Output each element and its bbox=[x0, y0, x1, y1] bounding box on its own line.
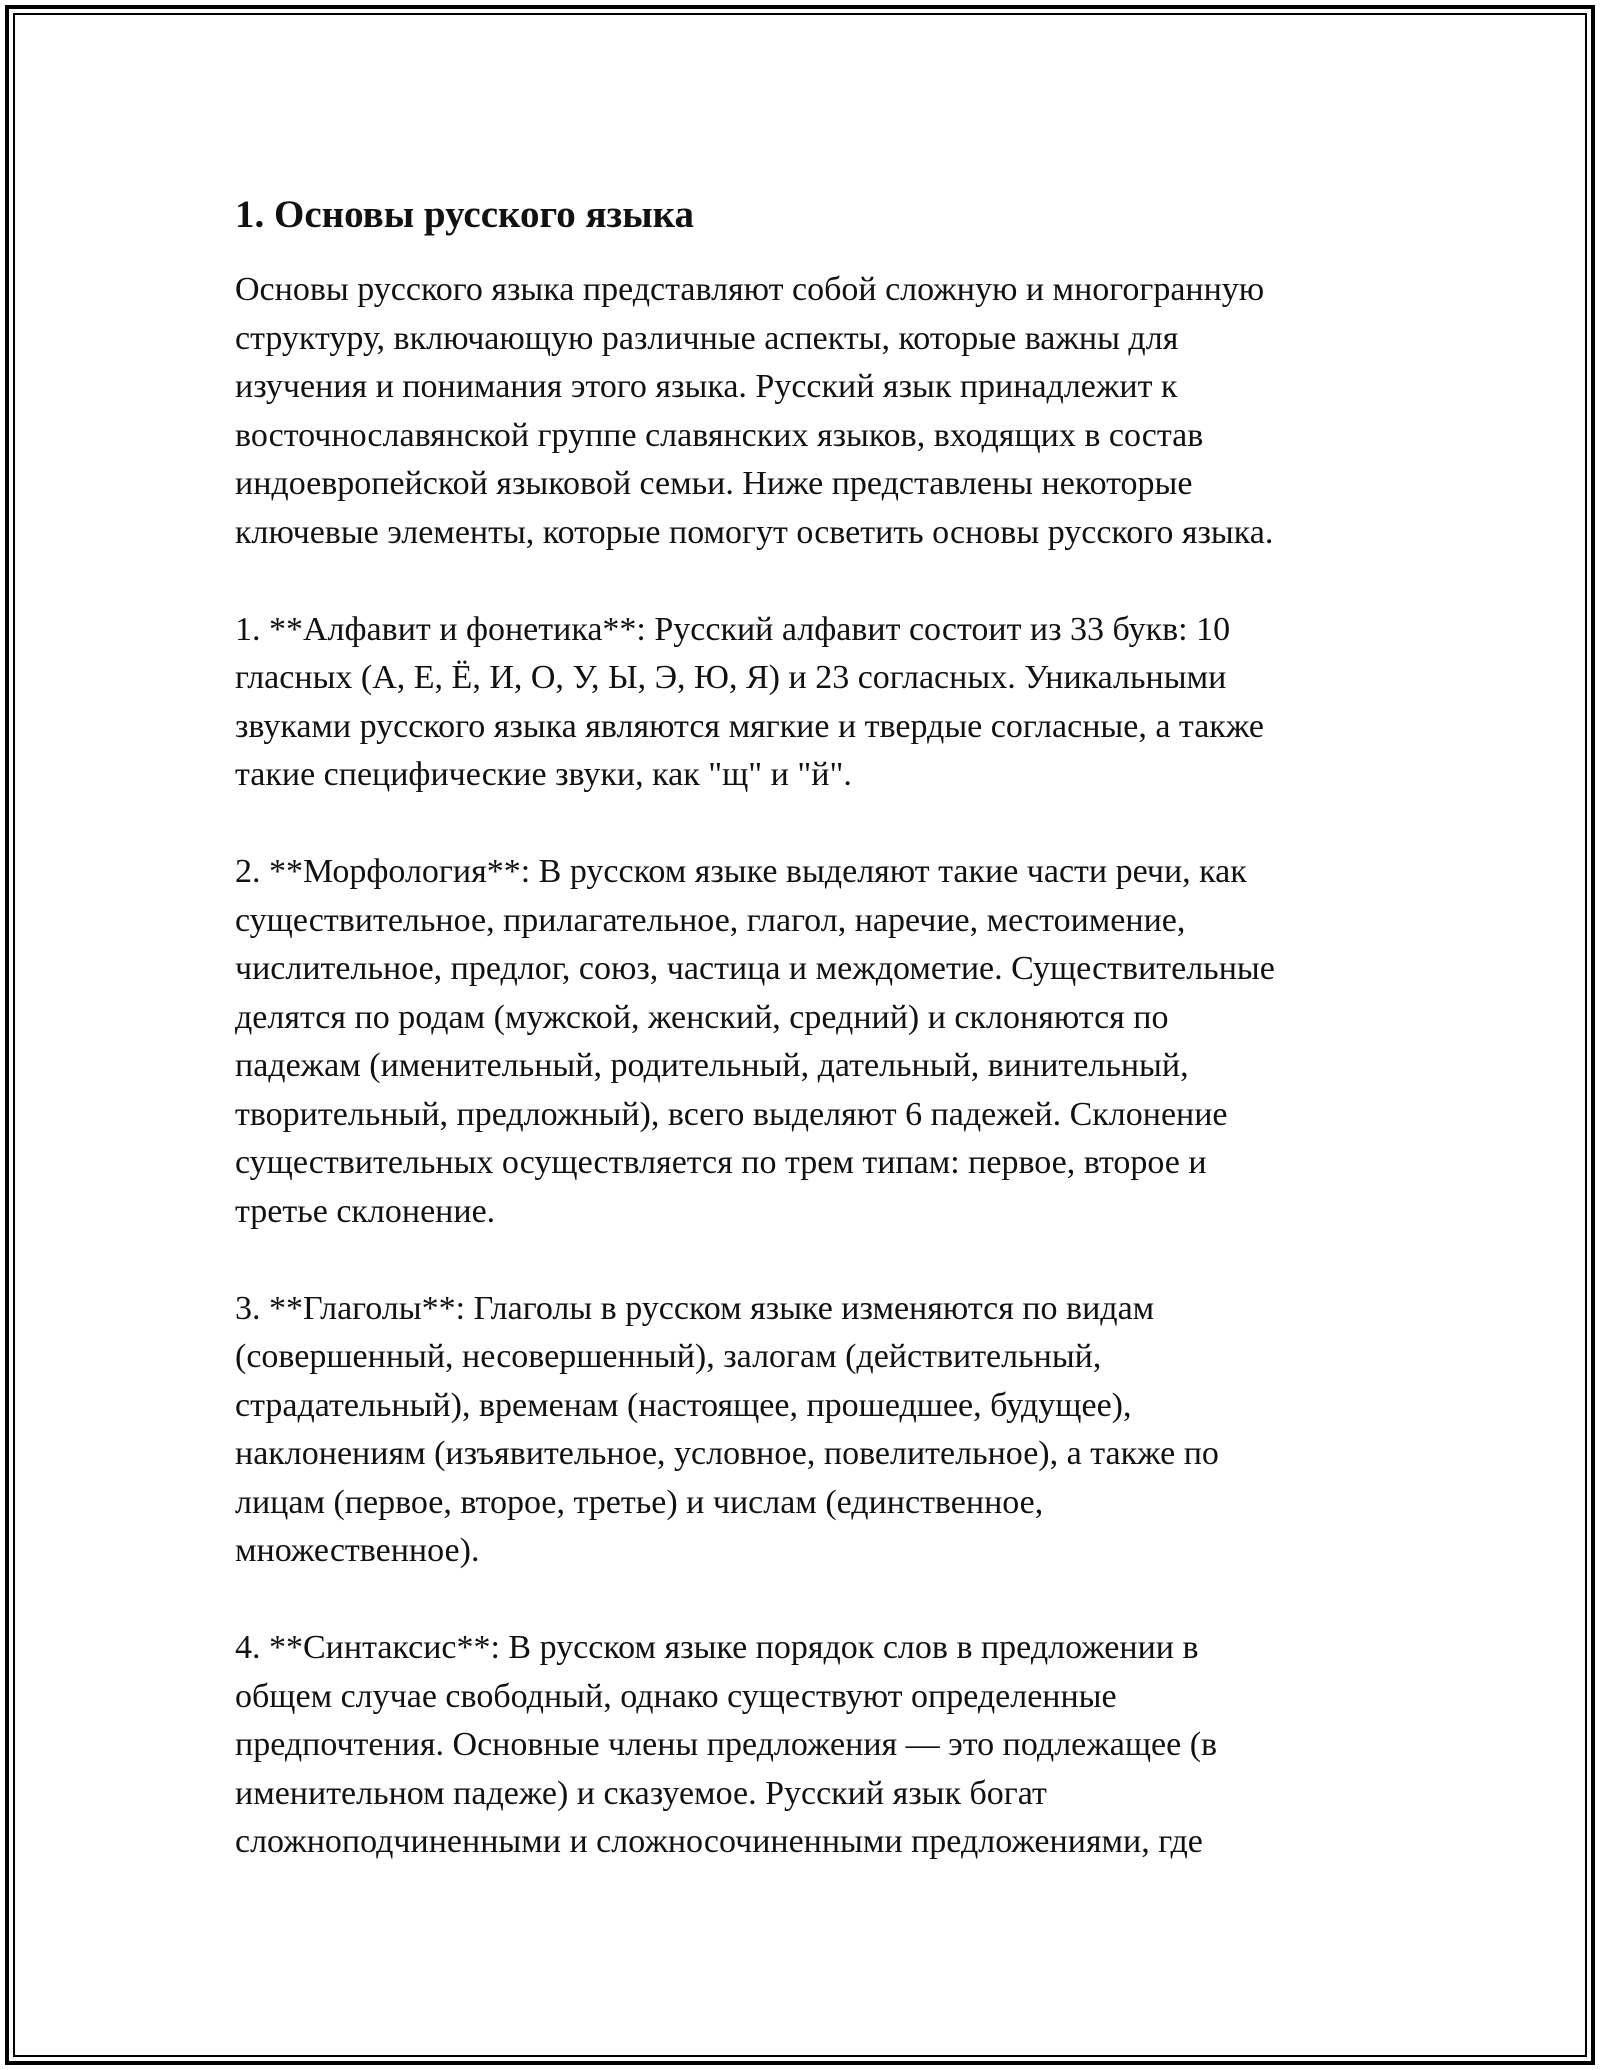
paragraph-intro: Основы русского языка представляют собой сложную и многогранную структуру, включающую различные аспекты, которые важны для изучения и понимания этого языка. Русский язык принадлежит к восточнославянской группе славянских языков, входящих в состав индоевропейской языковой семьи. Ниже представлены некоторые ключевые элементы, которые помогут осветить основы русского языка. bbox=[235, 271, 1274, 551]
paragraph-morphology: 2. **Морфология**: В русском языке выделяют такие части речи, как существительное, прилагательное, глагол, наречие, местоимение, числительное, предлог, союз, частица и междометие. Существительные делятся по родам (мужской, женский, средний) и склоняются по падежам (именительный, родительный, дательный, винительный, творительный, предложный), всего выделяют 6 падежей. Склонение существительных осуществляется по трем типам: первое, второе и третье склонение. bbox=[235, 853, 1275, 1230]
paragraph-alphabet: 1. **Алфавит и фонетика**: Русский алфавит состоит из 33 букв: 10 гласных (А, Е, Ё, И, О, У, Ы, Э, Ю, Я) и 23 согласных. Уникальными звуками русского языка являются мягкие и твердые согласные, а также такие специфические звуки, как "щ" и "й". bbox=[235, 610, 1264, 793]
paragraph-syntax: 4. **Синтаксис**: В русском языке порядок слов в предложении в общем случае свободный, однако существуют определенные предпочтения. Основные члены предложения — это подлежащее (в именительном падеже) и сказуемое. Русский язык богат сложноподчиненными и сложносочиненными предложениями, где bbox=[235, 1629, 1218, 1860]
paragraph-verbs: 3. **Глаголы**: Глаголы в русском языке изменяются по видам (совершенный, несовершенный), залогам (действительный, страдательный), временам (настоящее, прошедшее, будущее), наклонениям (изъявительное, условное, повелительное), а также по лицам (первое, второе, третье) и числам (единственное, множественное). bbox=[235, 1289, 1219, 1569]
document-page bbox=[235, 190, 1395, 1915]
page-title: 1. Основы русского языка bbox=[235, 193, 695, 236]
